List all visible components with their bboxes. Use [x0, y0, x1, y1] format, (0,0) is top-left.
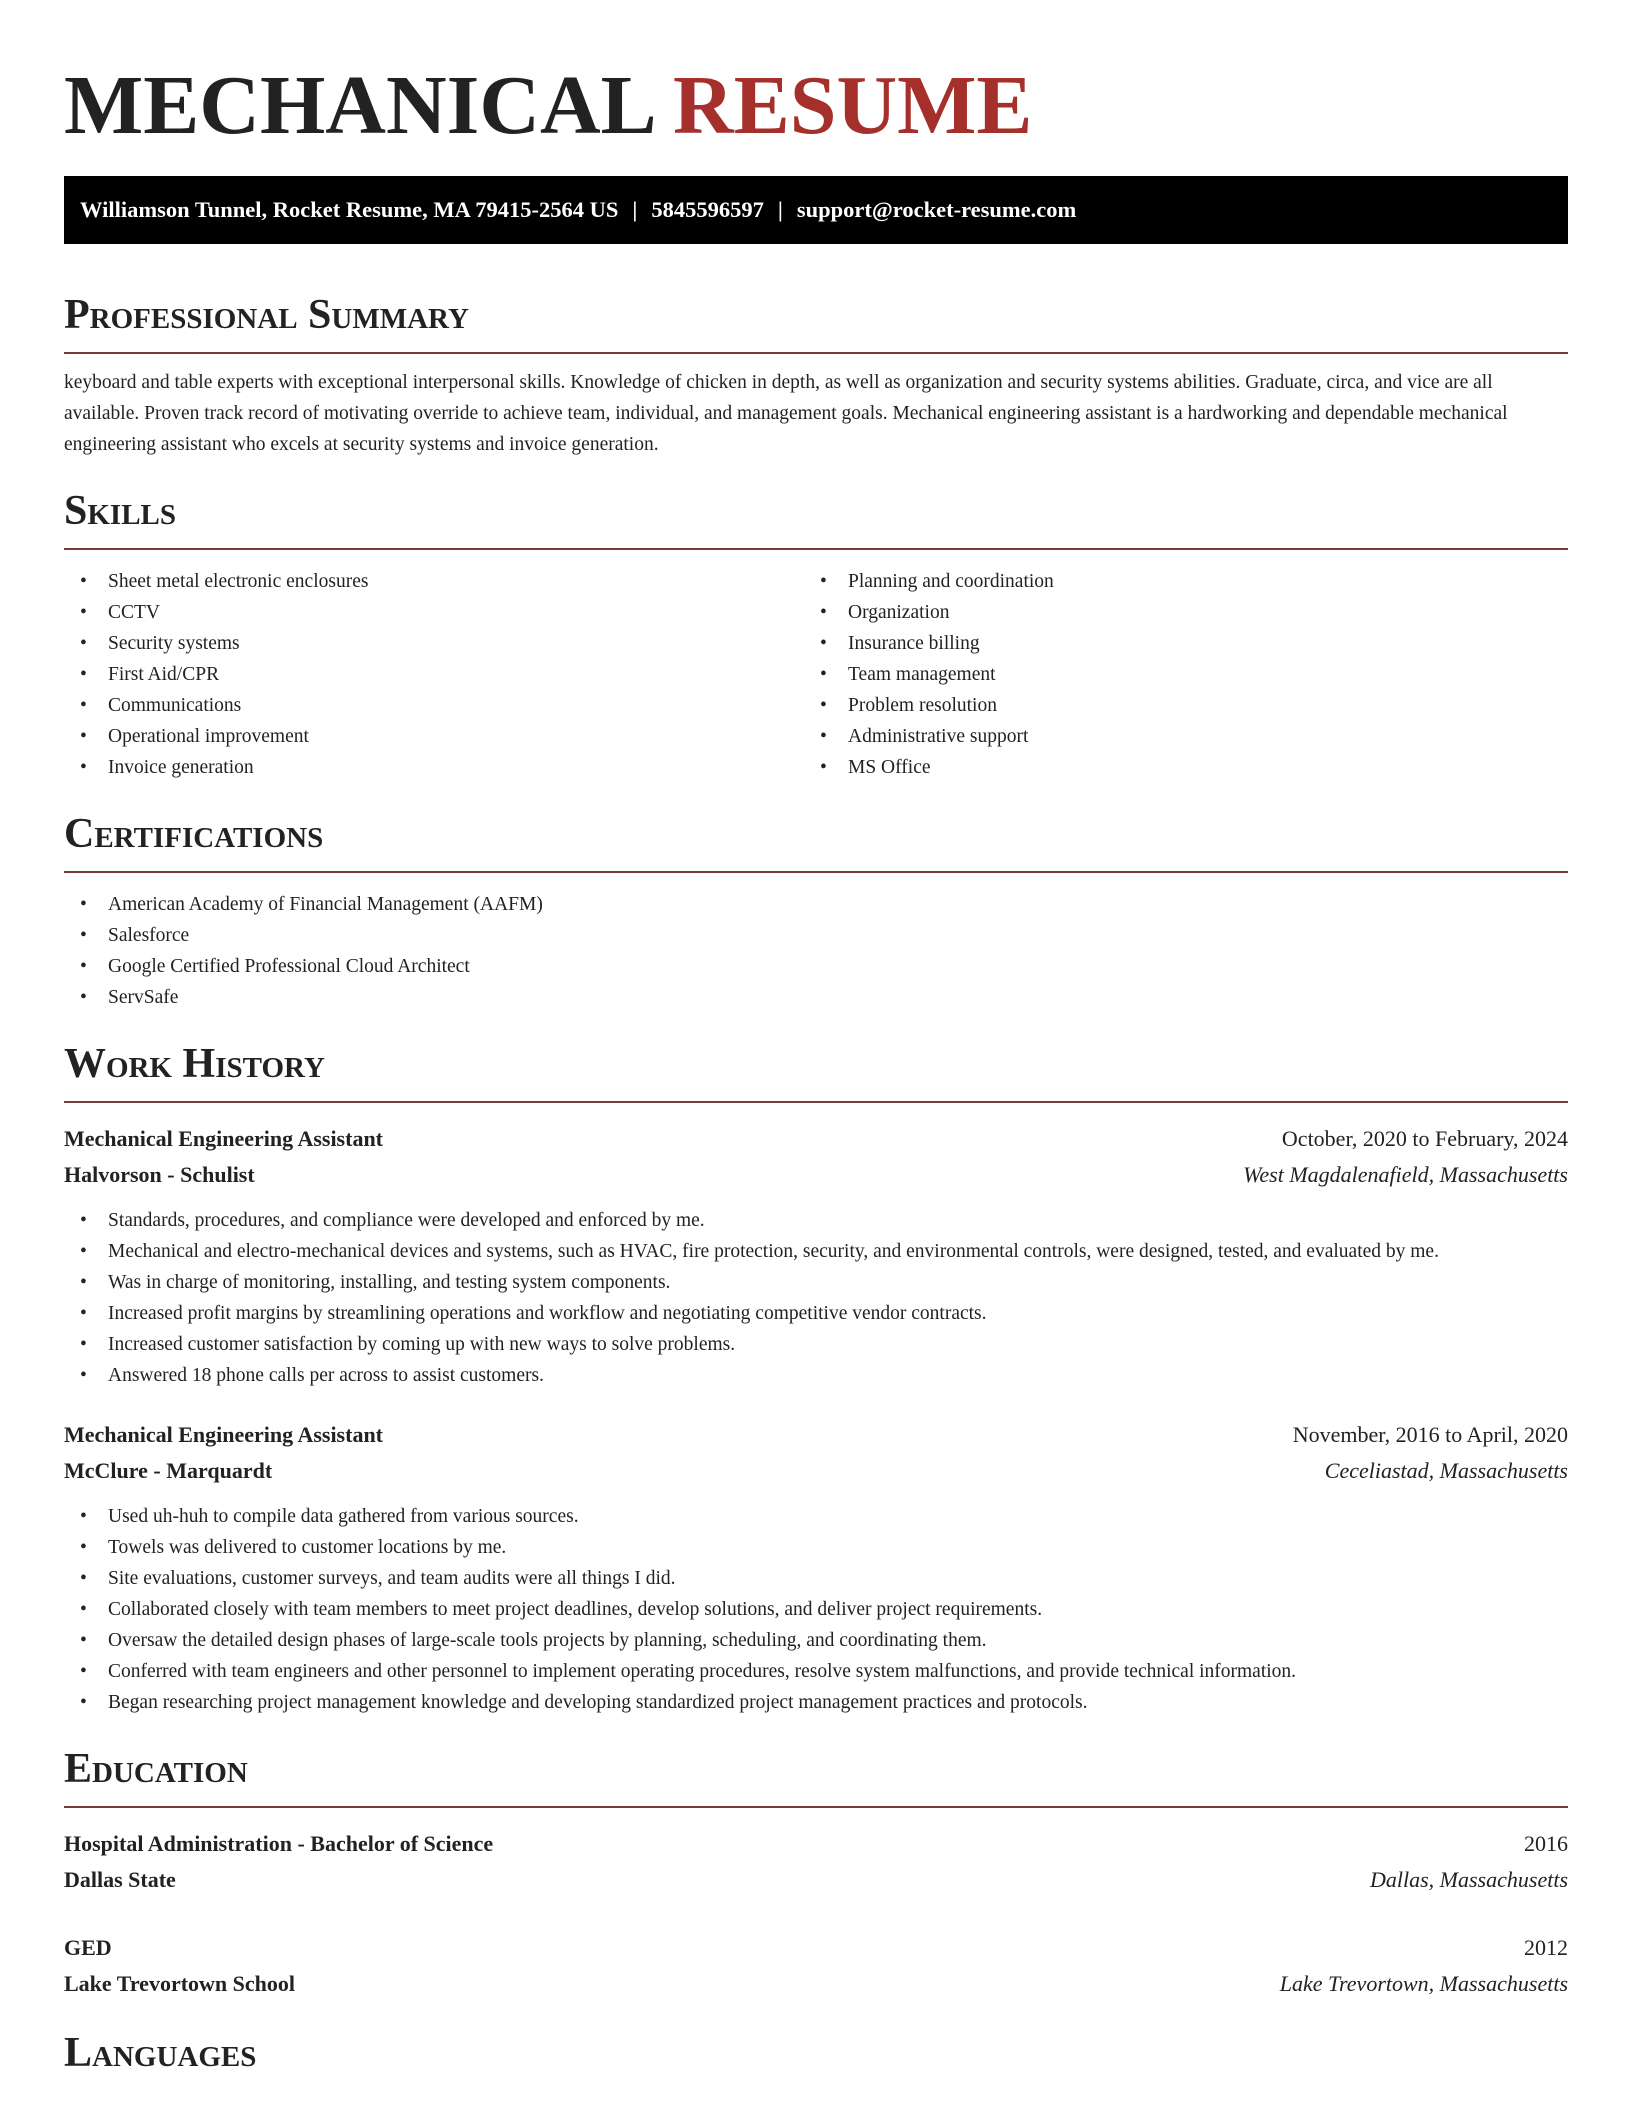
education-year: 2016 [1524, 1831, 1568, 1856]
skill-item: • CCTV [64, 597, 804, 628]
job-duty-item: • Increased customer satisfaction by coming up with new ways to solve problems. [64, 1329, 1568, 1360]
section-divider [64, 548, 1568, 550]
job-company-row [64, 1157, 1568, 1193]
certification-item: • Google Certified Professional Cloud Architect [64, 951, 1568, 982]
section-divider [64, 352, 1568, 354]
certification-item: • Salesforce [64, 920, 1568, 951]
section-heading-certifications: Certifications [64, 811, 324, 857]
contact-separator: | [632, 197, 638, 222]
job-duty-item: • Oversaw the detailed design phases of large-scale tools projects by planning, scheduling, and coordinating them. [64, 1625, 1568, 1656]
job-duties-list [64, 1501, 1568, 1718]
job-company: Halvorson - Schulist [64, 1162, 255, 1187]
job-header-row [64, 1417, 1568, 1453]
job-duties-list [64, 1205, 1568, 1391]
certification-item: • American Academy of Financial Management (AAFM) [64, 889, 1568, 920]
job-header-row [64, 1121, 1568, 1157]
skills-list-left [64, 566, 804, 783]
certifications-list [64, 889, 1568, 1013]
title-part-mechanical: MECHANICAL [64, 59, 653, 152]
skill-item: • Problem resolution [804, 690, 1544, 721]
education-location: Dallas, Massachusetts [1370, 1867, 1568, 1892]
skills-list-right [804, 566, 1544, 783]
education-degree-row [64, 1826, 1568, 1862]
title-part-resume: RESUME [673, 59, 1033, 152]
contact-email[interactable]: support@rocket-resume.com [796, 197, 1077, 222]
education-degree: GED [64, 1935, 112, 1960]
job-company-row [64, 1453, 1568, 1489]
job-title: Mechanical Engineering Assistant [64, 1126, 384, 1151]
education-location: Lake Trevortown, Massachusetts [1279, 1971, 1568, 1996]
education-year: 2012 [1524, 1935, 1568, 1960]
skill-item: • Sheet metal electronic enclosures [64, 566, 804, 597]
job-location: West Magdalenafield, Massachusetts [1243, 1162, 1568, 1187]
job-duty-item: • Increased profit margins by streamlining operations and workflow and negotiating competitive vendor contracts. [64, 1298, 1568, 1329]
education-school: Lake Trevortown School [64, 1971, 296, 1996]
job-duty-item: • Standards, procedures, and compliance were developed and enforced by me. [64, 1205, 1568, 1236]
job-title: Mechanical Engineering Assistant [64, 1422, 384, 1447]
job-duty-item: • Collaborated closely with team members to meet project deadlines, develop solutions, and deliver project requirements. [64, 1594, 1568, 1625]
skill-item: • Organization [804, 597, 1544, 628]
contact-address: Williamson Tunnel, Rocket Resume, MA 79415-2564 US [80, 197, 619, 222]
job-duty-item: • Was in charge of monitoring, installing, and testing system components. [64, 1267, 1568, 1298]
job-duty-item: • Answered 18 phone calls per across to assist customers. [64, 1360, 1568, 1391]
education-degree: Hospital Administration - Bachelor of Science [64, 1831, 494, 1856]
education-entry [64, 1826, 1568, 1898]
skills-section [64, 484, 1568, 783]
certifications-section [64, 807, 1568, 1013]
job-duty-item: • Mechanical and electro-mechanical devices and systems, such as HVAC, fire protection, security, and environmental controls, were designed, tested, and evaluated by me. [64, 1236, 1568, 1267]
skill-item: • Team management [804, 659, 1544, 690]
section-divider [64, 1806, 1568, 1808]
skill-item: • Operational improvement [64, 721, 804, 752]
section-divider [64, 871, 1568, 873]
education-section [64, 1742, 1568, 2002]
job-dates: November, 2016 to April, 2020 [1292, 1422, 1568, 1447]
section-heading-work-history: Work History [64, 1041, 325, 1087]
section-heading-education: Education [64, 1746, 248, 1792]
job-duty-item: • Towels was delivered to customer locations by me. [64, 1532, 1568, 1563]
education-school: Dallas State [64, 1867, 176, 1892]
skill-item: • MS Office [804, 752, 1544, 783]
certification-item: • ServSafe [64, 982, 1568, 1013]
job-duty-item: • Conferred with team engineers and other personnel to implement operating procedures, resolve system malfunctions, and provide technical information. [64, 1656, 1568, 1687]
skill-item: • Security systems [64, 628, 804, 659]
education-entry [64, 1930, 1568, 2002]
job-entry [64, 1417, 1568, 1718]
summary-text: keyboard and table experts with exceptional interpersonal skills. Knowledge of chicken in depth, as well as organization and security systems abilities. Graduate, circa, and vice are all available. Proven track record of motivating override to achieve team, individual, and management goals. Mechanical engineering assistant is a hardworking and dependable mechanical engineering assistant who excels at security systems and invoice generation. [64, 372, 1508, 455]
skill-item: • Communications [64, 690, 804, 721]
job-location: Ceceliastad, Massachusetts [1324, 1458, 1568, 1483]
summary-section [64, 288, 1568, 460]
resume-page [64, 0, 1568, 2080]
resume-title [64, 0, 1568, 156]
job-duty-item: • Site evaluations, customer surveys, and team audits were all things I did. [64, 1563, 1568, 1594]
education-degree-row [64, 1930, 1568, 1966]
contact-phone[interactable]: 5845596597 [651, 197, 764, 222]
education-school-row [64, 1862, 1568, 1898]
job-duty-item: • Used uh-huh to compile data gathered from various sources. [64, 1501, 1568, 1532]
skills-columns [64, 566, 1568, 783]
job-entry [64, 1121, 1568, 1391]
job-company: McClure - Marquardt [64, 1458, 273, 1483]
section-divider [64, 1101, 1568, 1103]
education-school-row [64, 1966, 1568, 2002]
job-duty-item: • Began researching project management knowledge and developing standardized project management practices and protocols. [64, 1687, 1568, 1718]
skill-item: • Invoice generation [64, 752, 804, 783]
skill-item: • First Aid/CPR [64, 659, 804, 690]
contact-bar [64, 176, 1568, 244]
section-heading-languages: Languages [64, 2030, 257, 2076]
skill-item: • Insurance billing [804, 628, 1544, 659]
section-heading-summary: Professional Summary [64, 292, 469, 338]
languages-section [64, 2026, 1568, 2080]
skill-item: • Planning and coordination [804, 566, 1544, 597]
contact-separator: | [777, 197, 783, 222]
section-heading-skills: Skills [64, 488, 177, 534]
work-history-section [64, 1037, 1568, 1718]
skill-item: • Administrative support [804, 721, 1544, 752]
job-dates: October, 2020 to February, 2024 [1281, 1126, 1568, 1151]
